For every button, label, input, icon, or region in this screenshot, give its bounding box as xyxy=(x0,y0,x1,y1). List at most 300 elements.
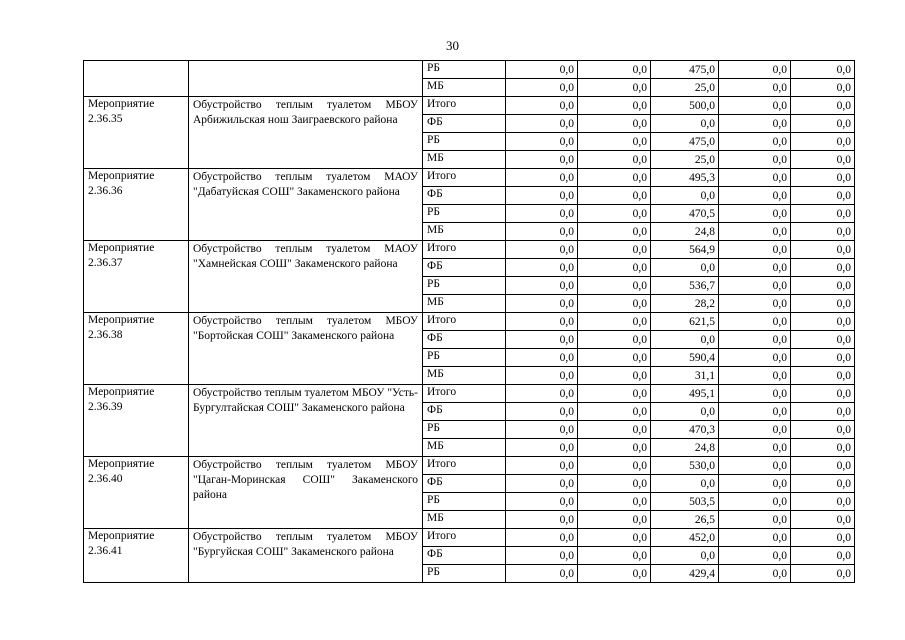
value-text: 0,0 xyxy=(772,244,787,256)
value-cell xyxy=(719,529,791,547)
value-cell xyxy=(578,313,651,331)
value-text: 0,0 xyxy=(632,190,647,202)
value-cell xyxy=(791,385,855,403)
value-cell xyxy=(651,403,719,421)
value-text: 0,0 xyxy=(836,172,851,184)
value-cell xyxy=(506,529,578,547)
value-text: 0,0 xyxy=(632,100,647,112)
value-cell xyxy=(578,439,651,457)
value-text: 0,0 xyxy=(836,478,851,490)
value-cell xyxy=(651,205,719,223)
value-text: 25,0 xyxy=(694,154,715,166)
value-text: 0,0 xyxy=(632,496,647,508)
value-text: 0,0 xyxy=(632,370,647,382)
value-cell xyxy=(791,205,855,223)
value-cell xyxy=(651,439,719,457)
value-text: 0,0 xyxy=(836,388,851,400)
table-row xyxy=(84,313,855,331)
value-text: 0,0 xyxy=(836,82,851,94)
value-cell xyxy=(651,475,719,493)
value-cell xyxy=(578,115,651,133)
value-text: 0,0 xyxy=(836,262,851,274)
value-cell xyxy=(791,97,855,115)
value-cell xyxy=(791,511,855,529)
value-cell xyxy=(791,169,855,187)
value-cell xyxy=(651,97,719,115)
value-text: 0,0 xyxy=(559,406,574,418)
value-text: 0,0 xyxy=(700,118,715,130)
value-cell xyxy=(719,97,791,115)
value-cell xyxy=(506,277,578,295)
value-cell xyxy=(719,457,791,475)
table-row xyxy=(84,457,855,475)
value-cell xyxy=(791,115,855,133)
value-cell xyxy=(791,151,855,169)
event-name: Мероприятие xyxy=(88,386,155,398)
value-cell xyxy=(506,133,578,151)
value-text: 0,0 xyxy=(559,442,574,454)
value-text: 0,0 xyxy=(632,316,647,328)
value-cell xyxy=(506,475,578,493)
value-text: 0,0 xyxy=(772,442,787,454)
value-text: 0,0 xyxy=(836,100,851,112)
value-text: 0,0 xyxy=(632,208,647,220)
value-cell xyxy=(651,457,719,475)
value-cell xyxy=(719,493,791,511)
event-cell-continued xyxy=(84,61,189,97)
value-text: 0,0 xyxy=(559,82,574,94)
value-cell xyxy=(719,169,791,187)
value-text: 0,0 xyxy=(772,298,787,310)
value-text: 0,0 xyxy=(836,280,851,292)
value-cell xyxy=(506,169,578,187)
event-name: Мероприятие xyxy=(88,530,155,542)
value-text: 0,0 xyxy=(836,550,851,562)
value-cell xyxy=(506,97,578,115)
value-cell xyxy=(578,367,651,385)
event-cell xyxy=(84,169,189,241)
value-text: 470,3 xyxy=(689,424,715,436)
value-cell xyxy=(506,151,578,169)
value-text: 0,0 xyxy=(700,406,715,418)
value-text: 0,0 xyxy=(632,334,647,346)
value-text: 0,0 xyxy=(559,280,574,292)
value-cell xyxy=(719,223,791,241)
value-text: 0,0 xyxy=(772,496,787,508)
value-text: 0,0 xyxy=(772,532,787,544)
value-cell xyxy=(791,475,855,493)
value-cell xyxy=(719,205,791,223)
value-cell xyxy=(791,79,855,97)
value-cell xyxy=(719,331,791,349)
value-cell xyxy=(719,385,791,403)
value-text: 0,0 xyxy=(772,334,787,346)
value-cell xyxy=(578,475,651,493)
value-cell xyxy=(578,403,651,421)
value-text: 0,0 xyxy=(632,406,647,418)
event-description: Обустройство теплым туалетом МБОУ "Бургуйская СОШ" Закаменского района xyxy=(189,529,423,583)
funding-source: РБ xyxy=(423,133,506,151)
value-text: 0,0 xyxy=(700,190,715,202)
value-text: 0,0 xyxy=(772,280,787,292)
value-cell xyxy=(791,421,855,439)
value-cell xyxy=(651,133,719,151)
value-cell xyxy=(506,511,578,529)
value-cell xyxy=(651,511,719,529)
value-text: 475,0 xyxy=(689,136,715,148)
event-name: Мероприятие xyxy=(88,458,155,470)
value-cell xyxy=(719,475,791,493)
event-description: Обустройство теплым туалетом МАОУ "Дабатуйская СОШ" Закаменского района xyxy=(189,169,423,241)
value-cell xyxy=(791,457,855,475)
value-text: 0,0 xyxy=(632,172,647,184)
value-text: 0,0 xyxy=(632,424,647,436)
value-cell xyxy=(578,421,651,439)
value-cell xyxy=(578,241,651,259)
funding-source: Итого xyxy=(423,313,506,331)
value-text: 0,0 xyxy=(559,352,574,364)
value-text: 0,0 xyxy=(559,334,574,346)
value-text: 0,0 xyxy=(559,424,574,436)
value-text: 503,5 xyxy=(689,496,715,508)
value-text: 0,0 xyxy=(559,298,574,310)
value-text: 0,0 xyxy=(632,64,647,76)
value-text: 0,0 xyxy=(559,244,574,256)
value-cell xyxy=(791,241,855,259)
value-text: 0,0 xyxy=(632,352,647,364)
value-text: 0,0 xyxy=(559,100,574,112)
value-cell xyxy=(791,565,855,583)
value-text: 0,0 xyxy=(559,172,574,184)
funding-source: РБ xyxy=(423,277,506,295)
value-text: 0,0 xyxy=(559,136,574,148)
value-cell xyxy=(506,79,578,97)
value-text: 0,0 xyxy=(772,226,787,238)
value-cell xyxy=(578,331,651,349)
value-text: 0,0 xyxy=(559,550,574,562)
value-text: 0,0 xyxy=(632,154,647,166)
value-cell xyxy=(791,331,855,349)
value-cell xyxy=(578,277,651,295)
value-text: 475,0 xyxy=(689,64,715,76)
value-cell xyxy=(791,313,855,331)
funding-source: РБ xyxy=(423,421,506,439)
value-text: 0,0 xyxy=(836,154,851,166)
table-row xyxy=(84,169,855,187)
funding-source: ФБ xyxy=(423,547,506,565)
value-cell xyxy=(719,313,791,331)
value-text: 0,0 xyxy=(836,298,851,310)
event-cell xyxy=(84,241,189,313)
value-cell xyxy=(506,547,578,565)
funding-source: РБ xyxy=(423,61,506,79)
value-text: 0,0 xyxy=(559,478,574,490)
value-cell xyxy=(578,97,651,115)
value-text: 0,0 xyxy=(632,244,647,256)
value-cell xyxy=(651,259,719,277)
value-cell xyxy=(506,493,578,511)
funding-source: Итого xyxy=(423,457,506,475)
value-text: 0,0 xyxy=(772,352,787,364)
value-text: 0,0 xyxy=(836,424,851,436)
value-text: 0,0 xyxy=(836,64,851,76)
table-row xyxy=(84,385,855,403)
value-text: 0,0 xyxy=(632,568,647,580)
value-cell xyxy=(651,421,719,439)
event-cell xyxy=(84,457,189,529)
event-name: Мероприятие xyxy=(88,314,155,326)
event-description: Обустройство теплым туалетом МБОУ "Бортойская СОШ" Закаменского района xyxy=(189,313,423,385)
value-cell xyxy=(791,547,855,565)
value-text: 0,0 xyxy=(772,424,787,436)
funding-source: МБ xyxy=(423,439,506,457)
value-text: 0,0 xyxy=(836,460,851,472)
funding-source: МБ xyxy=(423,151,506,169)
value-text: 0,0 xyxy=(836,118,851,130)
value-text: 530,0 xyxy=(689,460,715,472)
event-description: Обустройство теплым туалетом МБОУ "Цаган-Моринская СОШ" Закаменского района xyxy=(189,457,423,529)
funding-source: Итого xyxy=(423,529,506,547)
funding-source: Итого xyxy=(423,169,506,187)
value-cell xyxy=(651,151,719,169)
value-cell xyxy=(506,439,578,457)
value-cell xyxy=(719,295,791,313)
table-row xyxy=(84,241,855,259)
value-cell xyxy=(578,61,651,79)
table-row xyxy=(84,97,855,115)
value-text: 0,0 xyxy=(772,550,787,562)
value-text: 31,1 xyxy=(694,370,715,382)
value-text: 590,4 xyxy=(689,352,715,364)
funding-source: ФБ xyxy=(423,259,506,277)
table-row xyxy=(84,61,855,79)
event-description: Обустройство теплым туалетом МАОУ "Хамнейская СОШ" Закаменского района xyxy=(189,241,423,313)
value-cell xyxy=(719,439,791,457)
value-cell xyxy=(506,313,578,331)
event-code: 2.36.38 xyxy=(88,329,123,341)
value-cell xyxy=(791,223,855,241)
value-text: 0,0 xyxy=(632,262,647,274)
value-text: 0,0 xyxy=(772,370,787,382)
value-cell xyxy=(719,367,791,385)
value-cell xyxy=(506,385,578,403)
value-cell xyxy=(578,457,651,475)
value-text: 0,0 xyxy=(772,478,787,490)
event-cell xyxy=(84,97,189,169)
value-cell xyxy=(791,529,855,547)
value-cell xyxy=(506,421,578,439)
page-number: 30 xyxy=(446,38,459,53)
value-text: 0,0 xyxy=(836,532,851,544)
value-cell xyxy=(578,133,651,151)
value-cell xyxy=(506,205,578,223)
value-text: 495,3 xyxy=(689,172,715,184)
value-cell xyxy=(506,115,578,133)
event-cell xyxy=(84,529,189,583)
value-cell xyxy=(578,385,651,403)
funding-source: ФБ xyxy=(423,115,506,133)
value-text: 0,0 xyxy=(632,136,647,148)
value-text: 0,0 xyxy=(836,352,851,364)
event-code: 2.36.36 xyxy=(88,185,123,197)
value-cell xyxy=(791,187,855,205)
funding-source: МБ xyxy=(423,367,506,385)
value-cell xyxy=(506,367,578,385)
value-cell xyxy=(506,565,578,583)
value-text: 0,0 xyxy=(836,190,851,202)
value-cell xyxy=(651,529,719,547)
value-text: 621,5 xyxy=(689,316,715,328)
value-text: 24,8 xyxy=(694,442,715,454)
value-text: 495,1 xyxy=(689,388,715,400)
value-text: 0,0 xyxy=(559,64,574,76)
value-text: 0,0 xyxy=(836,226,851,238)
funding-source: МБ xyxy=(423,223,506,241)
value-cell xyxy=(651,295,719,313)
value-text: 0,0 xyxy=(772,100,787,112)
value-text: 0,0 xyxy=(559,370,574,382)
value-text: 26,5 xyxy=(694,514,715,526)
value-cell xyxy=(791,367,855,385)
value-text: 0,0 xyxy=(632,460,647,472)
value-cell xyxy=(578,295,651,313)
value-cell xyxy=(578,151,651,169)
funding-source: Итого xyxy=(423,241,506,259)
funding-source: ФБ xyxy=(423,475,506,493)
value-text: 0,0 xyxy=(836,568,851,580)
value-cell xyxy=(719,277,791,295)
value-text: 0,0 xyxy=(632,280,647,292)
event-name: Мероприятие xyxy=(88,170,155,182)
value-text: 0,0 xyxy=(772,64,787,76)
value-text: 0,0 xyxy=(772,514,787,526)
value-cell xyxy=(578,79,651,97)
value-cell xyxy=(651,115,719,133)
value-cell xyxy=(578,565,651,583)
value-text: 536,7 xyxy=(689,280,715,292)
value-text: 0,0 xyxy=(772,172,787,184)
value-text: 0,0 xyxy=(772,316,787,328)
value-cell xyxy=(578,511,651,529)
value-cell xyxy=(651,241,719,259)
value-cell xyxy=(506,241,578,259)
value-text: 0,0 xyxy=(559,262,574,274)
funding-source: Итого xyxy=(423,385,506,403)
value-text: 0,0 xyxy=(559,190,574,202)
value-cell xyxy=(651,61,719,79)
value-cell xyxy=(791,439,855,457)
value-text: 0,0 xyxy=(632,82,647,94)
table-row xyxy=(84,529,855,547)
value-cell xyxy=(791,133,855,151)
event-code: 2.36.40 xyxy=(88,473,123,485)
value-text: 0,0 xyxy=(700,262,715,274)
value-text: 0,0 xyxy=(559,496,574,508)
value-cell xyxy=(651,223,719,241)
value-text: 0,0 xyxy=(836,514,851,526)
value-cell xyxy=(651,385,719,403)
event-name: Мероприятие xyxy=(88,242,155,254)
value-cell xyxy=(719,133,791,151)
value-cell xyxy=(719,421,791,439)
value-text: 500,0 xyxy=(689,100,715,112)
value-cell xyxy=(506,331,578,349)
value-cell xyxy=(651,79,719,97)
value-text: 0,0 xyxy=(559,532,574,544)
value-text: 0,0 xyxy=(836,406,851,418)
value-cell xyxy=(506,223,578,241)
funding-source: МБ xyxy=(423,295,506,313)
value-cell xyxy=(506,259,578,277)
event-description: Обустройство теплым туалетом МБОУ Арбижильская нош Заиграевского района xyxy=(189,97,423,169)
value-text: 28,2 xyxy=(694,298,715,310)
value-cell xyxy=(506,349,578,367)
value-cell xyxy=(578,349,651,367)
event-code: 2.36.37 xyxy=(88,257,123,269)
value-cell xyxy=(578,493,651,511)
value-text: 0,0 xyxy=(772,460,787,472)
funding-source: ФБ xyxy=(423,187,506,205)
value-text: 0,0 xyxy=(559,208,574,220)
value-text: 0,0 xyxy=(772,208,787,220)
value-cell xyxy=(578,169,651,187)
value-text: 0,0 xyxy=(700,334,715,346)
value-cell xyxy=(719,115,791,133)
event-cell xyxy=(84,385,189,457)
value-text: 0,0 xyxy=(836,136,851,148)
value-cell xyxy=(651,547,719,565)
value-cell xyxy=(791,349,855,367)
value-cell xyxy=(719,565,791,583)
value-text: 0,0 xyxy=(772,154,787,166)
value-text: 0,0 xyxy=(700,478,715,490)
value-cell xyxy=(651,187,719,205)
value-text: 0,0 xyxy=(836,496,851,508)
value-text: 0,0 xyxy=(559,514,574,526)
value-text: 0,0 xyxy=(772,82,787,94)
value-cell xyxy=(791,295,855,313)
value-text: 452,0 xyxy=(689,532,715,544)
value-text: 0,0 xyxy=(772,388,787,400)
event-cell xyxy=(84,313,189,385)
value-cell xyxy=(791,493,855,511)
value-text: 0,0 xyxy=(632,226,647,238)
event-code: 2.36.39 xyxy=(88,401,123,413)
value-text: 0,0 xyxy=(632,388,647,400)
value-text: 0,0 xyxy=(836,334,851,346)
value-cell xyxy=(791,403,855,421)
value-cell xyxy=(578,187,651,205)
funding-source: МБ xyxy=(423,511,506,529)
funding-source: РБ xyxy=(423,565,506,583)
value-cell xyxy=(791,277,855,295)
value-cell xyxy=(506,457,578,475)
value-text: 564,9 xyxy=(689,244,715,256)
value-text: 0,0 xyxy=(632,442,647,454)
value-cell xyxy=(651,349,719,367)
value-text: 0,0 xyxy=(836,244,851,256)
value-text: 0,0 xyxy=(836,442,851,454)
description-cell-continued xyxy=(189,61,423,97)
value-cell xyxy=(719,547,791,565)
value-text: 0,0 xyxy=(632,514,647,526)
value-cell xyxy=(719,187,791,205)
value-cell xyxy=(578,223,651,241)
value-cell xyxy=(651,169,719,187)
funding-source: РБ xyxy=(423,349,506,367)
value-text: 470,5 xyxy=(689,208,715,220)
value-text: 0,0 xyxy=(559,226,574,238)
